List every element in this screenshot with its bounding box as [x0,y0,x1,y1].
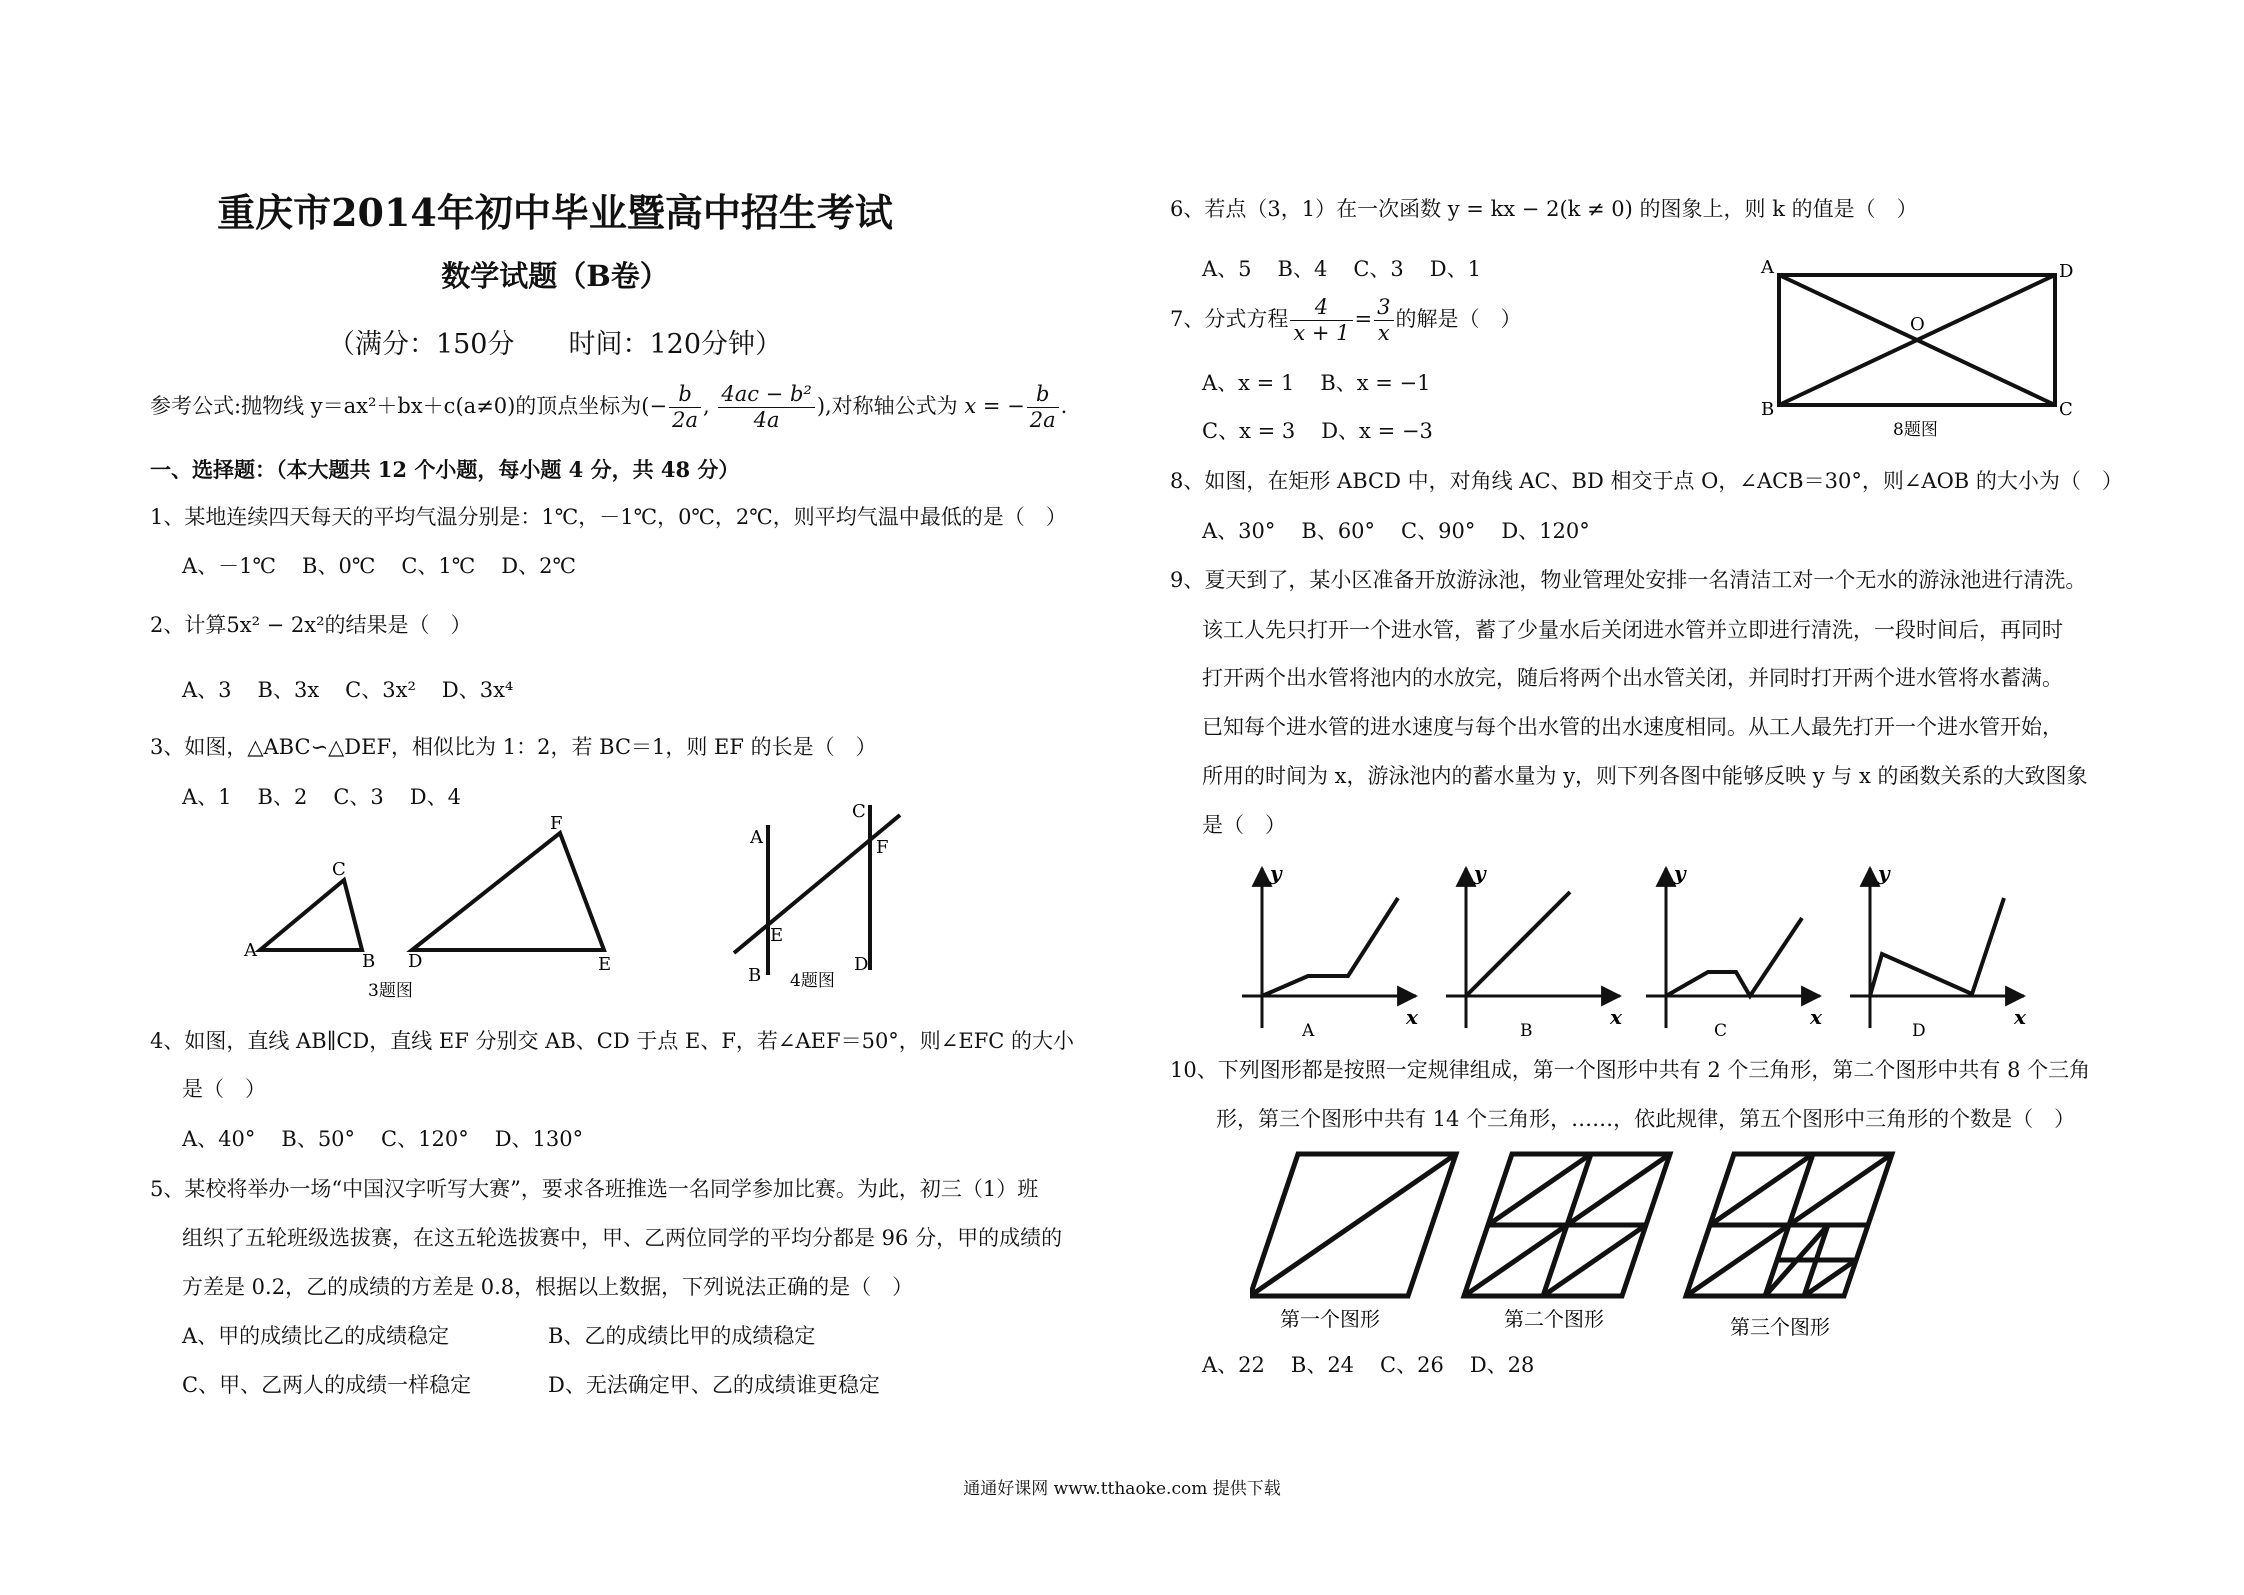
question-7-options-row-2 [1202,418,1459,445]
q7-suffix: 的解是（ ） [1395,307,1522,332]
q3-option-d: D、4 [409,785,461,809]
fig4-caption: 4题图 [790,971,835,990]
fig3-label-e: E [598,954,612,975]
formula-fraction-3 [1027,382,1059,433]
figure-10-shapes [1250,1148,2010,1348]
f3-num: b [1027,382,1059,408]
figure-9-graphs [1218,860,2058,1040]
graph-b-caption: B [1520,1021,1533,1040]
question-3: 3、如图，△ABC∽△DEF，相似比为 1：2，若 BC＝1，则 EF 的长是（ ） [150,735,877,759]
page-subtitle: 数学试题（B卷） [441,259,669,293]
q1-option-a: A、－1℃ [182,554,277,578]
graph-a-x-label: x [1406,1005,1418,1029]
question-5-line-1: 5、某校将举办一场“中国汉字听写大赛”，要求各班推选一名同学参加比赛。为此，初三（1）班 [150,1177,1039,1201]
graph-d [1850,861,2027,1040]
formula-fraction-1 [669,382,701,433]
shape-2 [1464,1154,1670,1296]
graph-c-curve [1666,918,1802,996]
fig8-label-b: B [1761,399,1775,420]
fig4-label-e: E [770,925,784,946]
fig8-label-o: O [1910,314,1925,335]
formula-suffix: . [1060,394,1068,419]
graph-a-curve [1262,898,1398,996]
shape-3-caption: 第三个图形 [1730,1315,1830,1339]
q3-option-b: B、2 [257,785,308,809]
q6-option-d: D、1 [1429,257,1481,281]
q3-option-c: C、3 [333,785,384,809]
fig3-label-a: A [244,940,257,961]
figure-8-rectangle [1755,255,2095,445]
q1-option-c: C、1℃ [401,554,476,578]
question-7 [1170,295,1522,346]
question-8-options [1202,518,1616,545]
q7-option-b: B、x = −1 [1320,371,1431,395]
exam-meta: （满分：150分 时间：120分钟） [327,329,783,360]
q7-option-c: C、x = 3 [1202,419,1296,443]
question-9-line-1: 9、夏天到了，某小区准备开放游泳池，物业管理处安排一名清洁工对一个无水的游泳池进行清洗。 [1170,568,2087,592]
graph-a-caption: A [1302,1021,1315,1040]
q2-option-c: C、3x² [345,678,416,702]
graph-c-caption: C [1714,1021,1728,1040]
fig8-caption: 8题图 [1893,420,1938,440]
fig4-label-d: D [854,954,869,975]
formula-prefix: 参考公式:抛物线 y＝ax²＋bx＋c(a≠0)的顶点坐标为( [150,394,650,419]
graph-d-caption: D [1912,1021,1926,1040]
f1-den: 2a [672,408,698,433]
q3-option-a: A、1 [182,785,232,809]
q2-option-b: B、3x [257,678,320,702]
question-9-line-3: 打开两个出水管将池内的水放完，随后将两个出水管关闭，并同时打开两个进水管将水蓄满。 [1202,666,2063,690]
fig8-label-c: C [2059,399,2073,420]
question-4: 4、如图，直线 AB∥CD，直线 EF 分别交 AB、CD 于点 E、F，若∠AEF＝50°，则∠EFC 的大小 [150,1029,1075,1053]
question-3-options [182,784,487,811]
q7-f1-num: 4 [1290,295,1352,321]
fig3-label-d: D [408,951,423,972]
graph-d-y-label: y [1878,861,1890,885]
q7-option-a: A、x = 1 [1202,371,1295,395]
q1-option-d: D、2℃ [501,554,576,578]
question-1: 1、某地连续四天每天的平均气温分别是：1℃，－1℃，0℃，2℃，则平均气温中最低的是（ ） [150,505,1067,529]
formula-x-eq: x = − [964,394,1025,419]
q7-f2-den: x [1377,321,1390,346]
q4-option-b: B、50° [281,1127,356,1151]
question-9-line-4: 已知每个进水管的进水速度与每个出水管的出水速度相同。从工人最先打开一个进水管开始， [1202,715,2063,739]
q10-option-b: B、24 [1290,1353,1355,1377]
q5-option-c: C、甲、乙两人的成绩一样稳定 [182,1373,472,1397]
q7-f1-den: x + 1 [1293,321,1350,346]
graph-a-y-label: y [1270,861,1282,885]
shape-2-caption: 第二个图形 [1504,1307,1604,1331]
question-9-line-6: 是（ ） [1202,813,1286,837]
question-7-options-row-1 [1202,370,1457,397]
triangle-def [412,833,604,950]
fig3-caption: 3题图 [368,981,413,1001]
q8-option-b: B、60° [1301,519,1376,543]
q4-option-c: C、120° [381,1127,469,1151]
q6-option-b: B、4 [1277,257,1328,281]
graph-b-y-label: y [1474,861,1486,885]
q7-option-d: D、x = −3 [1321,419,1433,443]
fig4-label-c: C [852,801,866,822]
fig4-label-f: F [876,837,889,858]
question-4-cont: 是（ ） [182,1077,266,1101]
question-2-options [182,677,539,704]
question-9-line-2: 该工人先只打开一个进水管，蓄了少量水后关闭进水管并立即进行清洗，一段时间后，再同时 [1202,618,2063,642]
f1-num: b [669,382,701,408]
q10-option-a: A、22 [1202,1353,1265,1377]
graph-b-x-label: x [1610,1005,1622,1029]
question-10-options [1202,1352,1560,1379]
section-heading: 一、选择题：（本大题共 12 个小题，每小题 4 分，共 48 分） [150,457,740,482]
graph-d-curve [1870,898,2004,996]
fig3-label-b: B [362,951,376,972]
q5-option-b: B、乙的成绩比甲的成绩稳定 [548,1324,816,1348]
q4-option-a: A、40° [182,1127,256,1151]
q6-option-c: C、3 [1353,257,1404,281]
reference-formula: 参考公式:抛物线 y＝ax²＋bx＋c(a≠0)的顶点坐标为(− $\frac{b}{2a}$ , $\frac{\text{4ac − b²}}{4a}$ ),对称轴公式为 x = − $\frac{b}{2a}$ . [150,382,1068,433]
q1-option-b: B、0℃ [302,554,376,578]
shape-3 [1686,1154,1892,1296]
figure-4-parallel-lines [730,795,920,990]
graph-a [1242,861,1419,1040]
q8-option-c: C、90° [1401,519,1476,543]
formula-middle: ),对称轴公式为 [816,394,958,419]
q7-f2-num: 3 [1374,295,1393,321]
q8-option-a: A、30° [1202,519,1276,543]
graph-c [1646,861,1823,1040]
question-5-line-2: 组织了五轮班级选拔赛，在这五轮选拔赛中，甲、乙两位同学的平均分都是 96 分，甲的成绩的 [182,1226,1063,1250]
shape-1-caption: 第一个图形 [1280,1307,1380,1331]
q5-option-d: D、无法确定甲、乙的成绩谁更稳定 [548,1373,880,1397]
q6-option-a: A、5 [1202,257,1252,281]
question-10-line-1: 10、下列图形都是按照一定规律组成，第一个图形中共有 2 个三角形，第二个图形中共有 8 个三角 [1170,1058,2091,1082]
q7-eq: = [1354,307,1373,332]
question-4-options [182,1126,609,1153]
question-10-line-2: 形，第三个图形中共有 14 个三角形，……，依此规律，第五个图形中三角形的个数是（ ） [1216,1107,2076,1131]
fig4-label-a: A [750,827,763,848]
q7-prefix: 7、分式方程 [1170,307,1289,332]
fig8-label-a: A [1761,257,1774,278]
triangle-abc [260,880,362,950]
question-9-line-5: 所用的时间为 x，游泳池内的蓄水量为 y，则下列各图中能够反映 y 与 x 的函数关系的大致图象 [1202,764,2088,788]
question-2: 2、计算5x² − 2x²的结果是（ ） [150,613,472,637]
f2-num: 4ac − b² [718,382,814,408]
graph-d-x-label: x [2014,1005,2026,1029]
q2-option-a: A、3 [182,678,232,702]
fig8-label-d: D [2059,261,2074,282]
graph-b-curve [1466,892,1570,996]
q4-option-d: D、130° [494,1127,584,1151]
q10-option-d: D、28 [1469,1353,1535,1377]
graph-c-x-label: x [1810,1005,1822,1029]
formula-fraction-2 [718,382,814,433]
shape-1 [1250,1154,1456,1296]
fig3-label-f: F [550,815,563,834]
q10-option-c: C、26 [1380,1353,1444,1377]
q7-fraction-1 [1290,295,1352,346]
f2-den: 4a [753,408,780,433]
footer-source: 通通好课网 www.tthaoke.com 提供下载 [963,1479,1281,1499]
q5-option-a: A、甲的成绩比乙的成绩稳定 [182,1324,450,1348]
figure-3-triangles [240,815,640,1005]
f3-den: 2a [1029,408,1056,433]
page-title: 重庆市2014年初中毕业暨高中招生考试 [217,190,893,235]
q8-option-d: D、120° [1501,519,1590,543]
question-6: 6、若点（3，1）在一次函数 y = kx − 2(k ≠ 0) 的图象上，则 k 的值是（ ） [1170,197,1918,221]
fig3-label-c: C [332,859,346,880]
question-8: 8、如图，在矩形 ABCD 中，对角线 AC、BD 相交于点 O，∠ACB＝30°，则∠AOB 的大小为（ ） [1170,469,2123,493]
graph-c-y-label: y [1674,861,1686,885]
graph-b [1446,861,1623,1040]
question-5-line-3: 方差是 0.2，乙的成绩的方差是 0.8，根据以上数据，下列说法正确的是（ ） [182,1275,914,1299]
question-6-options [1202,256,1507,283]
question-1-options [182,553,602,580]
q7-fraction-2 [1374,295,1393,346]
q2-option-d: D、3x⁴ [441,678,514,702]
fig4-label-b: B [748,965,762,986]
